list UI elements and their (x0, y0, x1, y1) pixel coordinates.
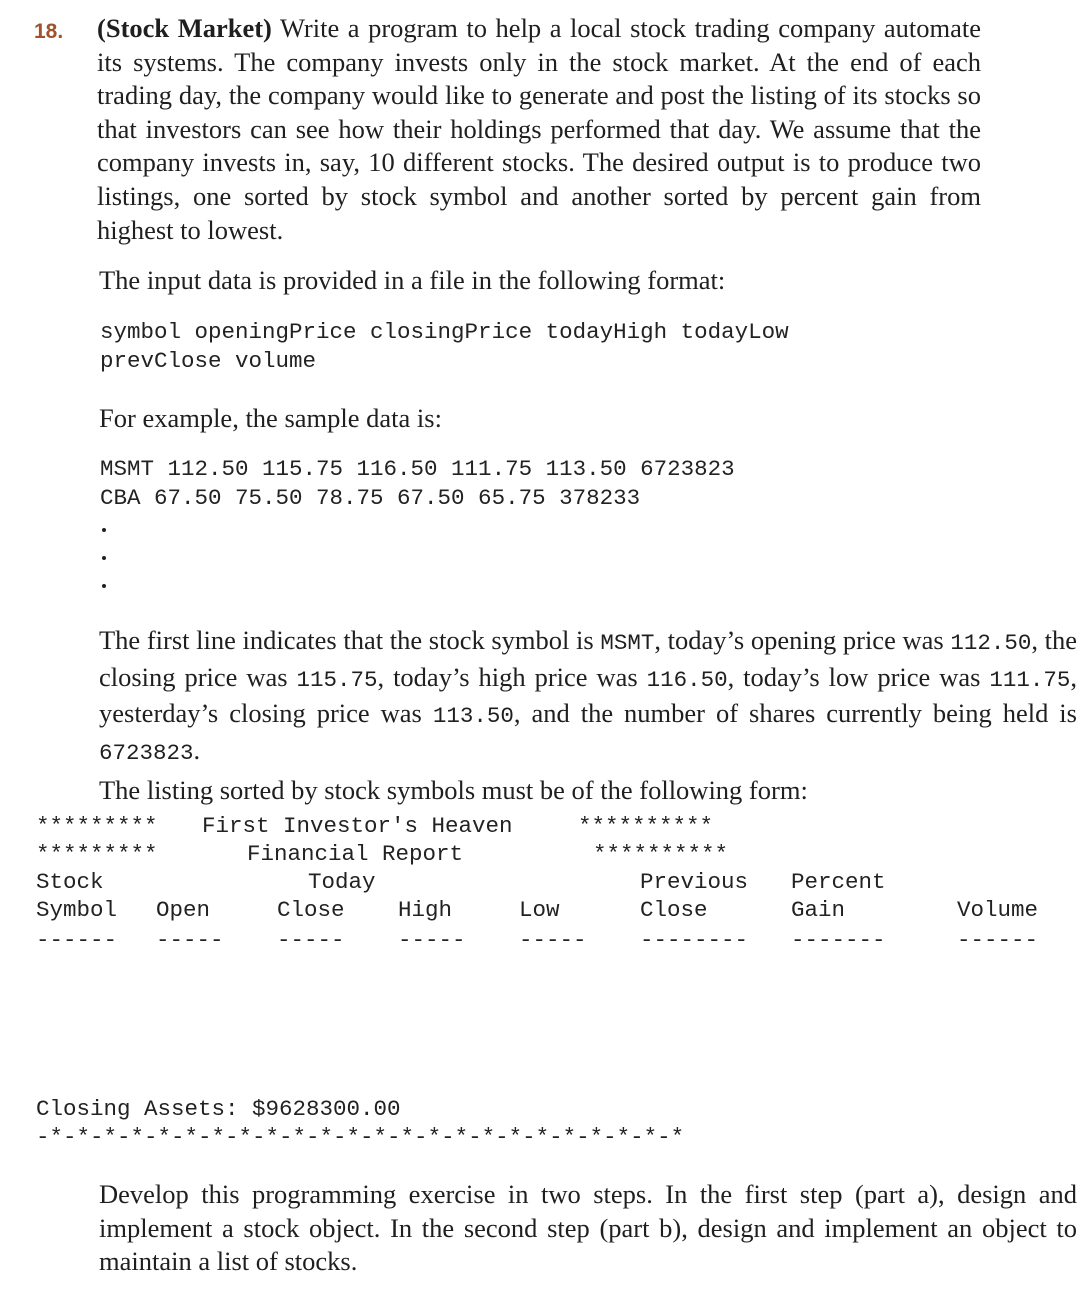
closing-assets: Closing Assets: $9628300.00 (36, 1096, 401, 1122)
header-stock: Stock (36, 869, 104, 895)
explain-value: 6723823 (99, 739, 194, 766)
report-subtitle: Financial Report (247, 841, 464, 867)
ellipsis-dot (102, 528, 106, 532)
header-percent: Percent (791, 869, 886, 895)
underline-volume: ------ (957, 927, 1039, 953)
explain-text: , today’s opening price was (654, 625, 951, 655)
header-close: Close (277, 897, 345, 923)
explain-value: 116.50 (646, 666, 728, 693)
explain-text: , and the number of shares currently being held is (513, 698, 1077, 729)
ellipsis-dot (102, 584, 106, 588)
report-stars-left: ********* (36, 841, 158, 867)
explanation-paragraph (99, 624, 1077, 770)
underline-high: ----- (398, 927, 466, 953)
explain-text: , yesterday’s closing price was (99, 661, 1077, 729)
explain-value: 111.75 (989, 666, 1071, 693)
explain-text: , today’s high price was (377, 661, 647, 692)
explain-text: The first line indicates that the stock symbol is (99, 625, 601, 655)
exercise-intro-text: Write a program to help a local stock trading company automate its systems. The company invests only in the stock market. At the end of each trading day, the company would like to generate and post the listing of its stocks so that investors can see how their holdings performed that day. We assume that the company invests in, say, 10 different stocks. The desired output is to produce two listings, one sorted by stock symbol and another sorted by percent gain from highest to lowest. (97, 13, 982, 245)
exercise-intro-paragraph (97, 12, 981, 247)
ellipsis-dot (102, 556, 106, 560)
sample-line-1: MSMT 112.50 115.75 116.50 111.75 113.50 6723823 (100, 456, 735, 482)
explain-text: . (193, 734, 201, 765)
example-intro: For example, the sample data is: (99, 403, 442, 433)
exercise-title: (Stock Market) (97, 13, 272, 43)
report-stars-left: ********* (36, 813, 158, 839)
explain-text: , the closing price was (99, 625, 1078, 692)
underline-prev-close: -------- (640, 927, 749, 953)
underline-gain: ------- (791, 927, 886, 953)
explain-text: , today’s low price was (727, 661, 990, 692)
header-open: Open (156, 897, 211, 923)
format-line-2: prevClose volume (100, 348, 317, 374)
closing-paragraph: Develop this programming exercise in two steps. In the first step (part a), design and implement a stock object. In the second step (part b), design and implement an object to maintain a list of stocks. (99, 1179, 1077, 1277)
header-previous: Previous (640, 869, 749, 895)
report-title: First Investor's Heaven (202, 813, 513, 839)
explain-symbol: MSMT (600, 630, 655, 656)
underline-low: ----- (519, 927, 587, 953)
explain-value: 112.50 (950, 630, 1032, 656)
listing-intro: The listing sorted by stock symbols must be of the following form: (99, 775, 808, 805)
header-gain: Gain (791, 897, 846, 923)
report-footer-line: -*-*-*-*-*-*-*-*-*-*-*-*-*-*-*-*-*-*-*-*-*-*-*-* (36, 1124, 685, 1150)
header-prev-close: Close (640, 897, 708, 923)
format-line-1: symbol openingPrice closingPrice todayHigh todayLow (100, 319, 789, 345)
exercise-number: 18. (34, 20, 64, 43)
header-low: Low (519, 897, 560, 923)
header-volume: Volume (957, 897, 1039, 923)
sample-line-2: CBA 67.50 75.50 78.75 67.50 65.75 378233 (100, 485, 641, 511)
explain-value: 113.50 (432, 703, 514, 730)
header-today: Today (308, 869, 376, 895)
report-stars-right: ********** (578, 813, 714, 839)
underline-close: ----- (277, 927, 345, 953)
header-high: High (398, 897, 453, 923)
underline-open: ----- (156, 927, 224, 953)
format-intro: The input data is provided in a file in the following format: (99, 265, 726, 295)
report-stars-right: ********** (593, 841, 729, 867)
underline-symbol: ------ (36, 927, 118, 953)
header-symbol: Symbol (36, 897, 118, 923)
explain-value: 115.75 (296, 666, 378, 693)
